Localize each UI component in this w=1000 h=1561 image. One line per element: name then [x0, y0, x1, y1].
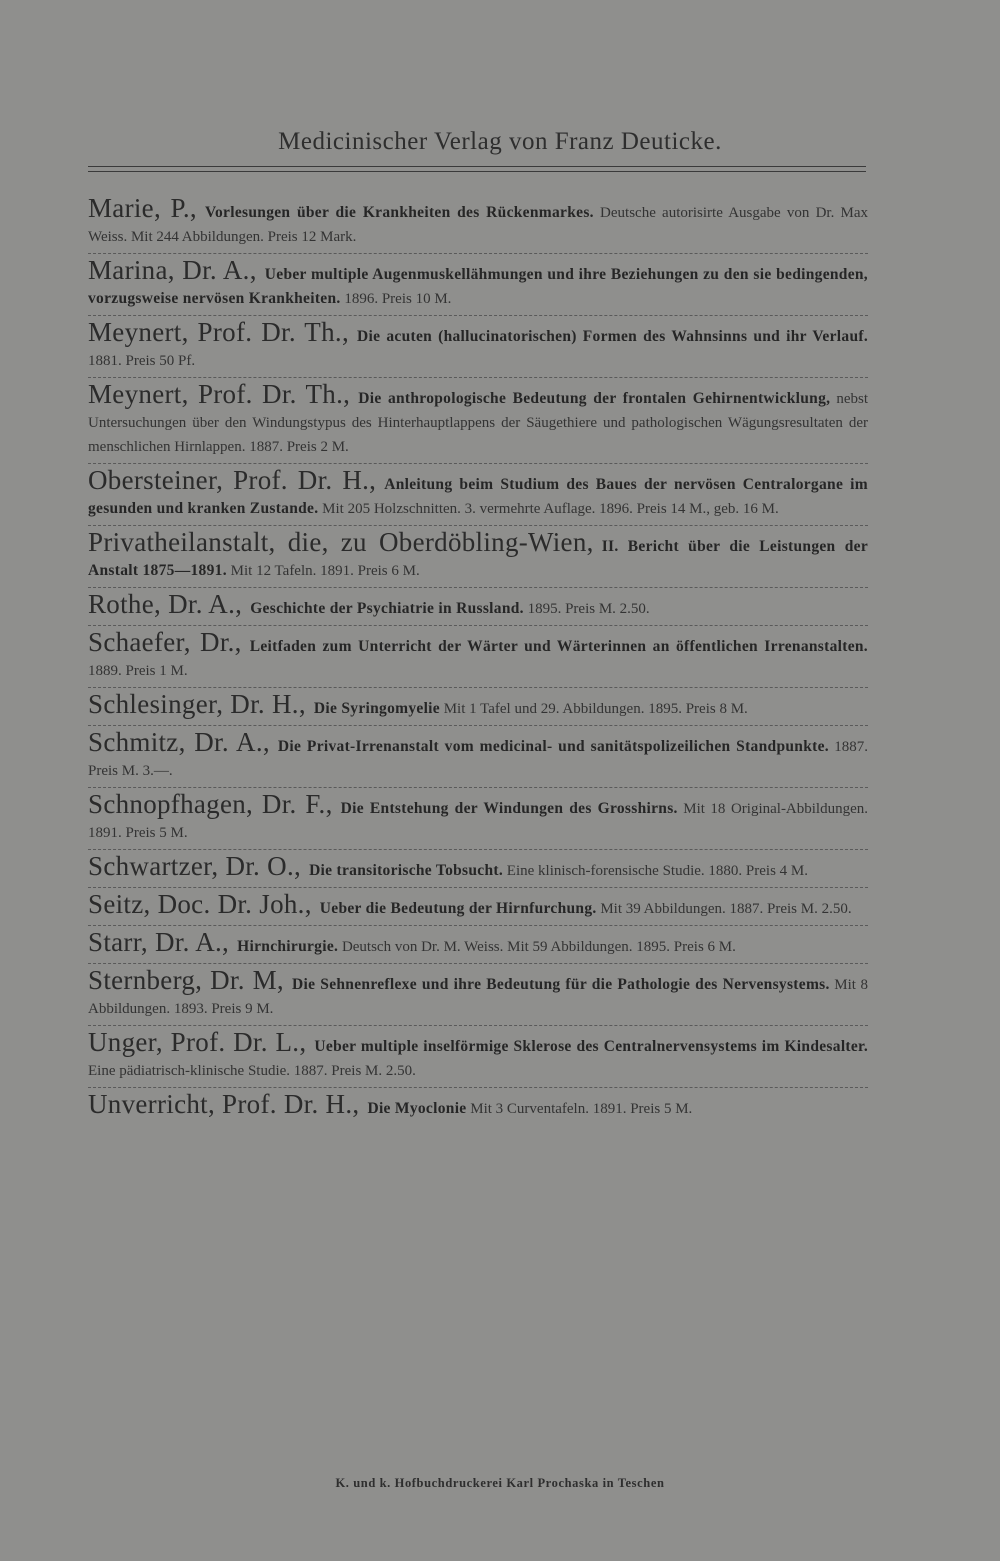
book-entry	[88, 626, 868, 688]
entry-author: Schwartzer, Dr. O.,	[88, 851, 302, 881]
entry-title: Anleitung beim Studium des Baues der nervösen Centralorgane im gesunden und kranken Zustande.	[88, 476, 868, 517]
entry-title: Die Privat-Irrenanstalt vom medicinal- und sanitätspolizeilichen Standpunkte.	[277, 738, 829, 755]
book-entry	[88, 788, 868, 850]
entry-details: 1895. Preis M. 2.50.	[527, 601, 650, 617]
entry-details: nebst Untersuchungen über den Windungstypus des Hinterhauptlappens der Säugethiere und pathologischen Wägungsresultaten der menschlichen Hirnlappen. 1887. Preis 2 M.	[88, 391, 869, 455]
entry-title: Ueber die Bedeutung der Hirnfurchung.	[319, 900, 597, 917]
entry-author: Meynert, Prof. Dr. Th.,	[88, 317, 350, 347]
entry-title: Die transitorische Tobsucht.	[309, 862, 504, 879]
book-entry	[88, 378, 868, 464]
book-entry	[88, 1088, 868, 1125]
entry-title: Die anthropologische Bedeutung der frontalen Gehirnentwicklung,	[358, 390, 831, 407]
book-entry	[88, 316, 868, 378]
book-entry	[88, 850, 868, 888]
entry-author: Unger, Prof. Dr. L.,	[88, 1027, 307, 1057]
entry-details: Eine klinisch-forensische Studie. 1880. Preis 4 M.	[506, 863, 809, 879]
book-entry	[88, 588, 868, 626]
entry-details: Mit 8 Abbildungen. 1893. Preis 9 M.	[88, 977, 868, 1017]
entry-author: Schmitz, Dr. A.,	[88, 727, 270, 757]
entry-details: Deutsche autorisirte Ausgabe von Dr. Max Weiss. Mit 244 Abbildungen. Preis 12 Mark.	[88, 205, 869, 245]
entry-title: Die Myoclonie	[367, 1100, 467, 1117]
book-list	[88, 192, 868, 1125]
entry-author: Obersteiner, Prof. Dr. H.,	[88, 465, 377, 495]
entry-author: Meynert, Prof. Dr. Th.,	[88, 379, 351, 409]
entry-author: Seitz, Doc. Dr. Joh.,	[88, 889, 312, 919]
entry-author: Starr, Dr. A.,	[88, 927, 230, 957]
entry-author: Schnopfhagen, Dr. F.,	[88, 789, 333, 819]
entry-title: Ueber multiple Augenmuskellähmungen und ihre Beziehungen zu den sie bedingenden, vorzugsweise nervösen Krankheiten.	[88, 266, 868, 307]
entry-title: Die Syringomyelie	[313, 700, 440, 717]
entry-details: 1887. Preis M. 3.—.	[88, 739, 868, 779]
entry-author: Rothe, Dr. A.,	[88, 589, 243, 619]
book-entry	[88, 464, 868, 526]
entry-title: Hirnchirurgie.	[237, 938, 339, 955]
entry-title: Ueber multiple inselförmige Sklerose des Centralnervensystems im Kindesalter.	[314, 1038, 868, 1055]
printer-imprint: K. und k. Hofbuchdruckerei Karl Prochaska in Teschen	[335, 1476, 665, 1490]
book-entry	[88, 964, 868, 1026]
entry-author: Privatheilanstalt, die, zu Oberdöbling-Wien,	[88, 527, 594, 557]
entry-details: Mit 18 Original-Abbildungen. 1891. Preis 5 M.	[88, 801, 869, 841]
entry-title: Vorlesungen über die Krankheiten des Rückenmarkes.	[204, 204, 594, 221]
book-entry	[88, 1026, 868, 1088]
entry-author: Marie, P.,	[88, 193, 197, 223]
entry-details: Deutsch von Dr. M. Weiss. Mit 59 Abbildungen. 1895. Preis 6 M.	[341, 939, 736, 955]
publisher-header: Medicinischer Verlag von Franz Deuticke.	[278, 128, 722, 155]
entry-author: Schlesinger, Dr. H.,	[88, 689, 306, 719]
book-entry	[88, 526, 868, 588]
book-entry	[88, 888, 868, 926]
entry-title: II. Bericht über die Leistungen der Anstalt 1875—1891.	[88, 538, 868, 579]
entry-details: Eine pädiatrisch-klinische Studie. 1887. Preis M. 2.50.	[88, 1063, 416, 1079]
entry-details: Mit 3 Curventafeln. 1891. Preis 5 M.	[470, 1101, 693, 1117]
entry-title: Die Sehnenreflexe und ihre Bedeutung für die Pathologie des Nervensystems.	[292, 976, 830, 993]
book-entry	[88, 726, 868, 788]
entry-author: Sternberg, Dr. M,	[88, 965, 284, 995]
entry-title: Leitfaden zum Unterricht der Wärter und Wärterinnen an öffentlichen Irrenanstalten.	[249, 638, 868, 655]
entry-title: Die acuten (hallucinatorischen) Formen des Wahnsinns und ihr Verlauf.	[357, 328, 869, 345]
entry-author: Unverricht, Prof. Dr. H.,	[88, 1089, 360, 1119]
book-entry	[88, 926, 868, 964]
entry-details: 1896. Preis 10 M.	[344, 291, 452, 307]
entry-author: Marina, Dr. A.,	[88, 255, 257, 285]
entry-details: 1881. Preis 50 Pf.	[88, 353, 196, 369]
book-entry	[88, 254, 868, 316]
entry-title: Die Entstehung der Windungen des Grosshirns.	[340, 800, 678, 817]
entry-details: Mit 205 Holzschnitten. 3. vermehrte Auflage. 1896. Preis 14 M., geb. 16 M.	[322, 501, 779, 517]
entry-details: Mit 39 Abbildungen. 1887. Preis M. 2.50.	[600, 901, 852, 917]
header-divider	[88, 166, 866, 172]
entry-title: Geschichte der Psychiatrie in Russland.	[250, 600, 524, 617]
book-entry	[88, 688, 868, 726]
entry-author: Schaefer, Dr.,	[88, 627, 242, 657]
entry-details: Mit 12 Tafeln. 1891. Preis 6 M.	[230, 563, 420, 579]
entry-details: 1889. Preis 1 M.	[88, 663, 188, 679]
entry-details: Mit 1 Tafel und 29. Abbildungen. 1895. Preis 8 M.	[443, 701, 748, 717]
book-entry	[88, 192, 868, 254]
